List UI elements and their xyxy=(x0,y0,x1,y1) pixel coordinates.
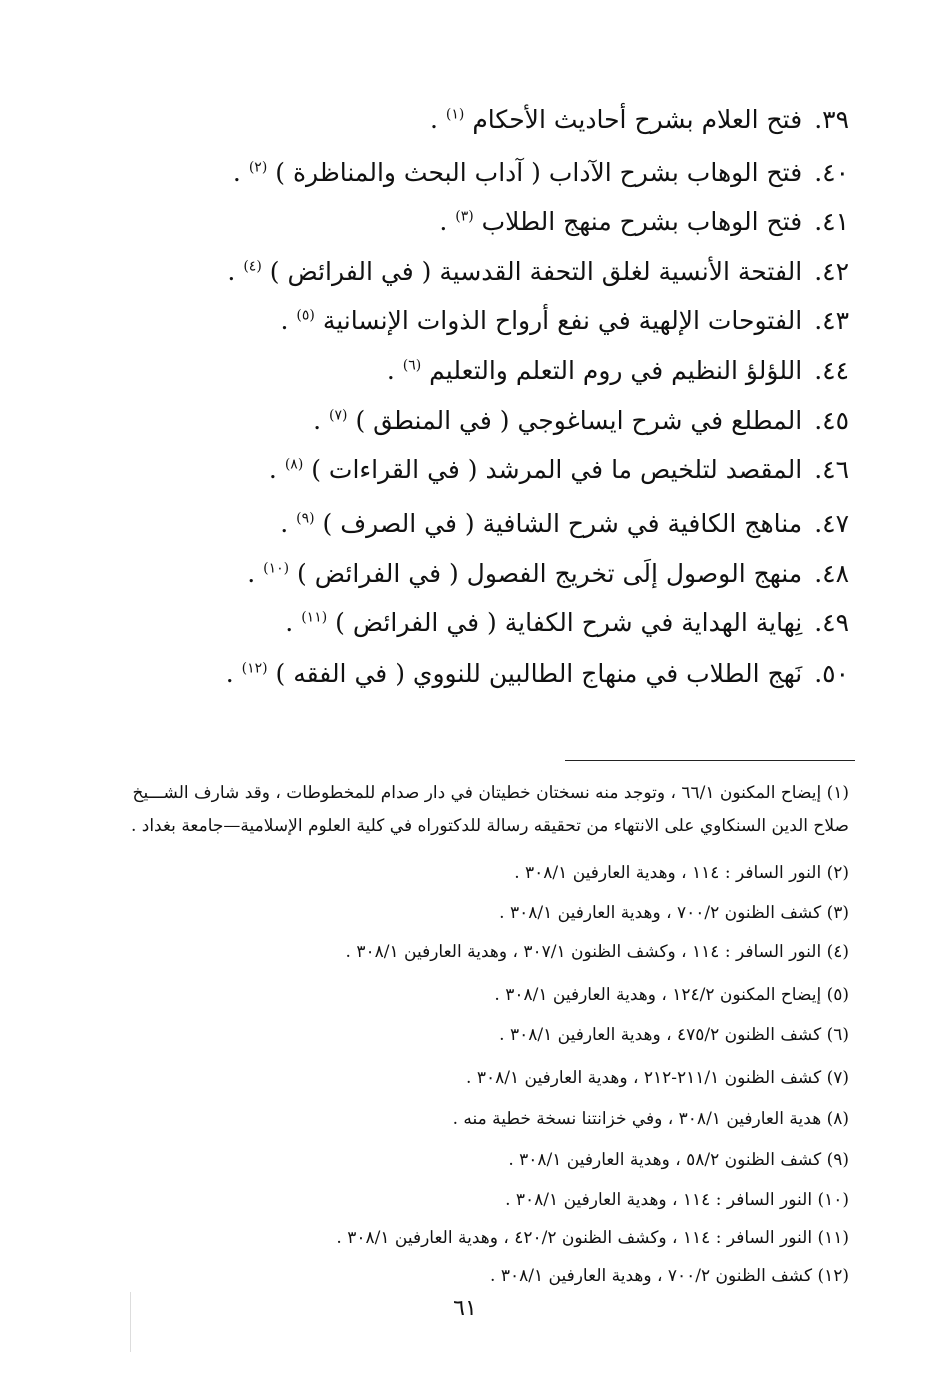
footnote: (٤) النور السافر : ١١٤ ، وكشف الظنون ٣٠٧/١ ، وهدية العارفين ٣٠٨/١ . xyxy=(345,942,849,962)
item-end: . xyxy=(227,257,236,286)
item-end: . xyxy=(430,105,438,134)
item-end: . xyxy=(268,455,277,484)
item-number: ٤٧. xyxy=(814,509,849,538)
item-number: ٤٨. xyxy=(814,559,849,588)
footnote-ref: (١٢) xyxy=(241,660,268,677)
item-number: ٣٩. xyxy=(814,105,849,134)
footnote: (٣) كشف الظنون ٧٠٠/٢ ، وهدية العارفين ٣٠٨/١ . xyxy=(499,903,849,923)
margin-line xyxy=(130,1292,131,1352)
footnote-separator xyxy=(565,760,855,761)
item-end: . xyxy=(225,659,234,688)
footnote-ref: (٥) xyxy=(296,307,315,324)
footnote: (١) إيضاح المكنون ٦٦/١ ، وتوجد منه نسختان خطيتان في دار صدام للمخطوطات ، وقد شارف الشـــيخ xyxy=(132,783,849,803)
item-end: . xyxy=(285,608,294,637)
list-item xyxy=(149,452,849,488)
footnote-ref: (٣) xyxy=(455,208,474,225)
list-item xyxy=(149,155,849,191)
item-number: ٤٠. xyxy=(814,158,849,187)
item-number: ٤٣. xyxy=(814,306,849,335)
list-item xyxy=(149,102,849,138)
item-title: فتح الوهاب بشرح منهج الطلاب xyxy=(481,207,803,236)
list-item xyxy=(149,605,849,641)
item-end: . xyxy=(439,207,448,236)
item-end: . xyxy=(280,509,289,538)
list-item xyxy=(149,204,849,240)
footnote: (٩) كشف الظنون ٥٨/٢ ، وهدية العارفين ٣٠٨/١ . xyxy=(508,1150,849,1170)
footnote: (١٢) كشف الظنون ٧٠٠/٢ ، وهدية العارفين ٣٠٨/١ . xyxy=(490,1266,849,1286)
footnote-ref: (٧) xyxy=(329,407,348,424)
item-end: . xyxy=(232,158,241,187)
item-end: . xyxy=(386,356,395,385)
footnote-ref: (٦) xyxy=(402,357,422,374)
item-end: . xyxy=(313,406,322,435)
footnote: (٥) إيضاح المكنون ١٢٤/٢ ، وهدية العارفين ٣٠٨/١ . xyxy=(494,985,849,1005)
item-title: منهج الوصول إلَى تخريج الفصول ( في الفرائض ) xyxy=(297,559,803,588)
footnote: (٧) كشف الظنون ٢١١/١-٢١٢ ، وهدية العارفين ٣٠٨/١ . xyxy=(466,1068,849,1088)
item-title: الفتوحات الإلهية في نفع أرواح الذوات الإنسانية xyxy=(322,306,803,335)
footnote: (١١) النور السافر : ١١٤ ، وكشف الظنون ٤٢٠/٢ ، وهدية العارفين ٣٠٨/١ . xyxy=(336,1228,849,1248)
list-item xyxy=(149,353,849,389)
list-item xyxy=(149,506,849,542)
page-number: ٦١ xyxy=(453,1296,477,1321)
item-number: ٤٥. xyxy=(814,406,849,435)
footnote-ref: (٢) xyxy=(248,159,268,176)
item-number: ٤٩. xyxy=(814,608,849,637)
footnote-ref: (١) xyxy=(445,106,465,123)
list-item xyxy=(149,403,849,439)
footnote: (١٠) النور السافر : ١١٤ ، وهدية العارفين ٣٠٨/١ . xyxy=(505,1190,849,1210)
item-title: اللؤلؤ النظيم في روم التعلم والتعليم xyxy=(429,356,803,385)
item-title: فتح الوهاب بشرح الآداب ( آداب البحث والمناظرة ) xyxy=(275,158,803,187)
footnote-continuation: صلاح الدين السنكاوي على الانتهاء من تحقيقه رسالة للدكتوراه في كلية العلوم الإسلامية—جامعة بغداد . xyxy=(130,816,849,836)
item-number: ٥٠. xyxy=(814,659,849,688)
footnote-ref: (٨) xyxy=(284,456,304,473)
item-title: المطلع في شرح ايساغوجي ( في المنطق ) xyxy=(355,406,803,435)
footnote-ref: (١١) xyxy=(301,609,328,626)
footnote-ref: (١٠) xyxy=(263,560,290,577)
item-number: ٤٢. xyxy=(814,257,849,286)
list-item xyxy=(149,556,849,592)
footnote-ref: (٤) xyxy=(243,258,262,275)
item-title: فتح العلام بشرح أحاديث الأحكام xyxy=(472,105,803,134)
item-number: ٤١. xyxy=(814,207,849,236)
item-title: نَهج الطلاب في منهاج الطالبين للنووي ( في الفقه ) xyxy=(275,659,803,688)
footnote: (٦) كشف الظنون ٤٧٥/٢ ، وهدية العارفين ٣٠٨/١ . xyxy=(499,1025,849,1045)
list-item xyxy=(149,254,849,290)
item-number: ٤٦. xyxy=(814,455,849,484)
list-item xyxy=(149,303,849,339)
item-title: نِهاية الهداية في شرح الكفاية ( في الفرائض ) xyxy=(335,608,803,637)
item-title: مناهج الكافية في شرح الشافية ( في الصرف ) xyxy=(322,509,803,538)
item-end: . xyxy=(280,306,289,335)
item-number: ٤٤. xyxy=(814,356,849,385)
item-title: المقصد لتلخيص ما في المرشد ( في القراءات ) xyxy=(311,455,803,484)
footnote-ref: (٩) xyxy=(296,510,315,527)
footnote: (٨) هدية العارفين ٣٠٨/١ ، وفي خزانتنا نسخة خطية منه . xyxy=(452,1109,849,1129)
footnote: (٢) النور السافر : ١١٤ ، وهدية العارفين ٣٠٨/١ . xyxy=(514,863,849,883)
item-end: . xyxy=(247,559,256,588)
list-item xyxy=(149,656,849,692)
item-title: الفتحة الأنسية لغلق التحفة القدسية ( في الفرائض ) xyxy=(269,257,803,286)
